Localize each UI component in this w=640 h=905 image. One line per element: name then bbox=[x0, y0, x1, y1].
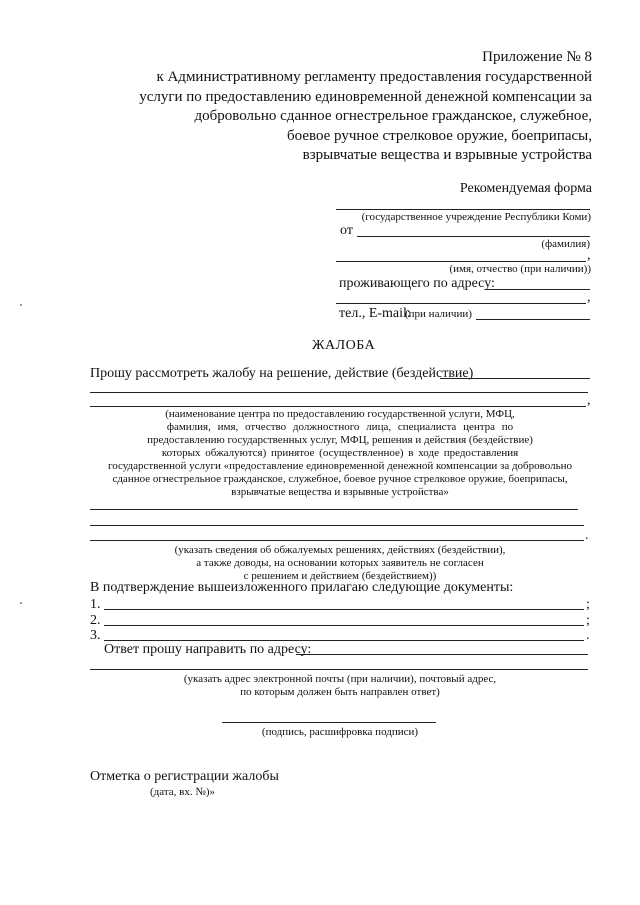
period: . bbox=[585, 528, 589, 543]
decision-hint-2: а также доводы, на основании которых заявитель не согласен bbox=[196, 557, 484, 569]
document-item-end: . bbox=[586, 628, 590, 643]
documents-label: В подтверждение вышеизложенного прилагаю следующие документы: bbox=[90, 580, 514, 595]
request-label: Прошу рассмотреть жалобу на решение, действие (бездействие) bbox=[90, 366, 474, 381]
reply-field-2[interactable] bbox=[90, 669, 588, 670]
header-line-2: услуги по предоставлению единовременной денежной компенсации за bbox=[139, 89, 592, 105]
reply-hint-1: (указать адрес электронной почты (при наличии), почтовый адрес, bbox=[183, 673, 497, 685]
comma: , bbox=[587, 248, 591, 263]
request-field-3[interactable] bbox=[90, 406, 586, 407]
center-hint-4: которых обжалуются) принятое (осуществленное) в ходе предоставления bbox=[161, 447, 519, 459]
surname-field[interactable] bbox=[357, 236, 590, 237]
document-field-1[interactable] bbox=[104, 609, 584, 610]
phone-hint: (при наличии) bbox=[405, 308, 472, 320]
decision-field-2[interactable] bbox=[90, 525, 584, 526]
center-hint-1: (наименование центра по предоставлению государственной услуги, МФЦ, bbox=[165, 408, 515, 420]
appendix-label: Приложение № 8 bbox=[482, 49, 592, 65]
request-field-1[interactable] bbox=[440, 378, 590, 379]
signature-hint: (подпись, расшифровка подписи) bbox=[261, 726, 419, 738]
document-item-end: ; bbox=[586, 597, 590, 612]
decision-field-1[interactable] bbox=[90, 509, 578, 510]
surname-hint: (фамилия) bbox=[541, 238, 590, 250]
decision-hint-3: с решением и действием (бездействием)) bbox=[243, 570, 437, 582]
document-item-number: 2. bbox=[90, 613, 101, 628]
comma: , bbox=[587, 393, 591, 408]
reply-field-1[interactable] bbox=[296, 654, 588, 655]
scan-mark bbox=[20, 304, 22, 306]
document-item-number: 3. bbox=[90, 628, 101, 643]
from-label: от bbox=[340, 223, 353, 238]
document-field-2[interactable] bbox=[104, 625, 584, 626]
document-item-end: ; bbox=[586, 613, 590, 628]
registration-hint: (дата, вх. №)» bbox=[150, 786, 216, 798]
center-hint-6: сданное огнестрельное гражданское, служебное, боевое ручное стрелковое оружие, боеприпасы, bbox=[112, 473, 568, 485]
header-line-5: взрывчатые вещества и взрывные устройства bbox=[302, 147, 592, 163]
address-label: проживающего по адресу: bbox=[339, 276, 495, 291]
scan-mark bbox=[20, 602, 22, 604]
header-line-1: к Административному регламенту предоставления государственной bbox=[156, 69, 592, 85]
institution-field[interactable] bbox=[336, 209, 590, 210]
name-hint: (имя, отчество (при наличии)) bbox=[449, 263, 591, 275]
center-hint-7: взрывчатые вещества и взрывные устройства» bbox=[231, 486, 449, 498]
request-field-2[interactable] bbox=[90, 392, 588, 393]
name-field[interactable] bbox=[336, 261, 586, 262]
header-line-3: добровольно сданное огнестрельное гражданское, служебное, bbox=[194, 108, 592, 124]
decision-hint-1: (указать сведения об обжалуемых решениях, действиях (бездействии), bbox=[174, 544, 506, 556]
center-hint-2: фамилия, имя, отчество должностного лица, специалиста центра по bbox=[166, 421, 514, 433]
center-hint-3: предоставлению государственных услуг, МФЦ, решения и действия (бездействие) bbox=[147, 434, 533, 446]
center-hint-5: государственной услуги «предоставление единовременной денежной компенсации за добровольно bbox=[107, 460, 573, 472]
address-field[interactable] bbox=[485, 289, 590, 290]
signature-field[interactable] bbox=[222, 722, 436, 723]
document-item-number: 1. bbox=[90, 597, 101, 612]
address-field-2[interactable] bbox=[336, 303, 586, 304]
reply-hint-2: по которым должен быть направлен ответ) bbox=[240, 686, 440, 698]
phone-field[interactable] bbox=[476, 319, 590, 320]
comma: , bbox=[587, 290, 591, 305]
decision-field-3[interactable] bbox=[90, 540, 584, 541]
complaint-title: ЖАЛОБА bbox=[312, 338, 376, 353]
recommended-form-label: Рекомендуемая форма bbox=[459, 181, 592, 196]
header-line-4: боевое ручное стрелковое оружие, боеприпасы, bbox=[287, 128, 592, 144]
phone-label: тел., E-mail: bbox=[339, 306, 411, 321]
reply-label: Ответ прошу направить по адресу: bbox=[104, 642, 312, 657]
institution-hint: (государственное учреждение Республики Коми) bbox=[361, 211, 591, 223]
registration-label: Отметка о регистрации жалобы bbox=[90, 769, 279, 784]
